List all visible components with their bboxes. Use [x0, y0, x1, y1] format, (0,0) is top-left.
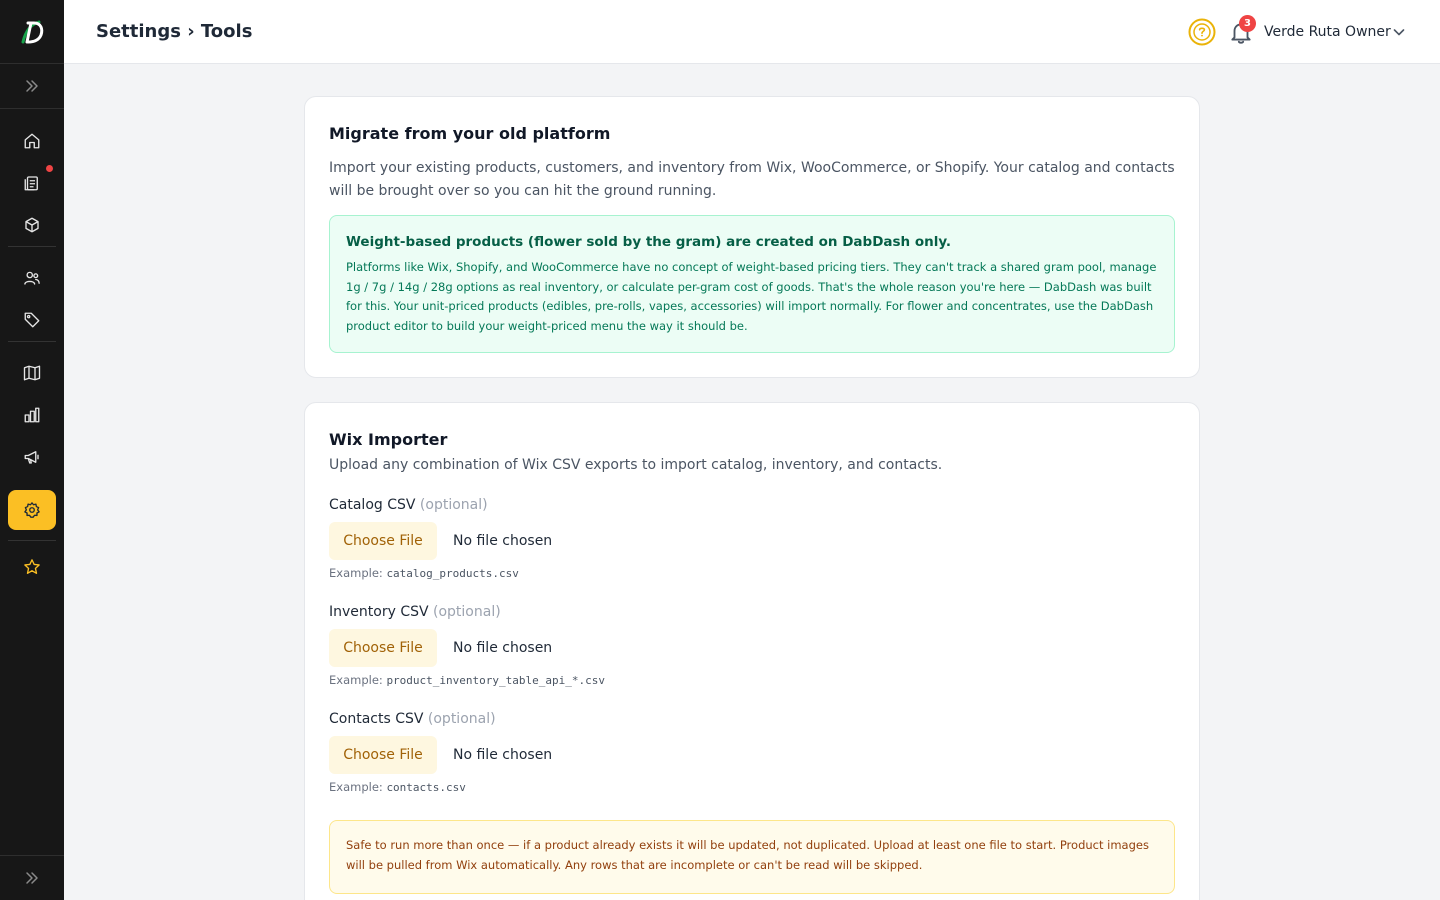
- wix-importer-card: [304, 402, 1200, 900]
- sidebar-item-products[interactable]: [8, 205, 56, 245]
- analytics-icon: [23, 406, 41, 424]
- sidebar-expand-button[interactable]: [0, 64, 64, 109]
- sidebar: [0, 0, 64, 900]
- migrate-card: [304, 96, 1200, 378]
- sidebar-item-settings[interactable]: [8, 490, 56, 530]
- tags-icon: [23, 311, 41, 329]
- home-icon: [23, 132, 41, 150]
- import-safety-notice: [329, 820, 1175, 894]
- inventory-csv-label: Inventory CSV (optional): [329, 604, 501, 620]
- sidebar-item-menu[interactable]: [8, 353, 56, 393]
- sidebar-collapse-button[interactable]: [0, 855, 64, 900]
- inventory-file-status: No file chosen: [453, 640, 553, 656]
- help-icon[interactable]: [1187, 17, 1217, 47]
- wix-importer-title: Wix Importer: [329, 430, 448, 449]
- catalog-choose-file-button[interactable]: Choose File: [329, 522, 437, 560]
- inventory-example: Example: product_inventory_table_api_*.csv: [329, 673, 605, 687]
- contacts-choose-file-button[interactable]: Choose File: [329, 736, 437, 774]
- catalog-example: Example: catalog_products.csv: [329, 566, 519, 580]
- orders-icon: [23, 174, 41, 192]
- top-header: [64, 0, 1440, 64]
- sidebar-divider: [8, 246, 56, 247]
- contacts-csv-label: Contacts CSV (optional): [329, 711, 496, 727]
- catalog-csv-label: Catalog CSV (optional): [329, 497, 488, 513]
- page-title: Settings › Tools: [96, 21, 253, 42]
- chevron-down-icon[interactable]: [1391, 24, 1407, 40]
- marketing-icon: [23, 448, 41, 466]
- weight-products-notice: [329, 215, 1175, 353]
- menu-book-icon: [23, 364, 41, 382]
- notification-count-badge: 3: [1239, 15, 1256, 32]
- sidebar-item-home[interactable]: [8, 121, 56, 161]
- inventory-choose-file-button[interactable]: Choose File: [329, 629, 437, 667]
- contacts-file-status: No file chosen: [453, 747, 553, 763]
- notice-title: Weight-based products (flower sold by the gram) are created on DabDash only.: [346, 234, 952, 250]
- sidebar-divider: [8, 540, 56, 541]
- sidebar-item-analytics[interactable]: [8, 395, 56, 435]
- orders-notification-dot: [46, 165, 53, 172]
- sidebar-item-tags[interactable]: [8, 300, 56, 340]
- settings-icon: [23, 501, 41, 519]
- chevrons-right-icon: [24, 870, 40, 886]
- wix-importer-description: Upload any combination of Wix CSV exports to import catalog, inventory, and contacts.: [329, 457, 943, 473]
- notice-body: Platforms like Wix, Shopify, and WooCommerce have no concept of weight-based pricing tiers. They can't track a shared gram pool, manage 1g / 7g / 14g / 28g options as real inventory, or calculate per-gram cost of goods. That's the whole reason you're here — DabDash was built for this. Your unit-priced products (edibles, pre-rolls, vapes, accessories) will import normally. For flower and concentrates, use the DabDash product editor to build your weight-priced menu the way it should be.: [346, 260, 1157, 333]
- products-icon: [23, 216, 41, 234]
- star-icon: [23, 558, 41, 576]
- app-logo[interactable]: [0, 0, 64, 64]
- sidebar-item-marketing[interactable]: [8, 437, 56, 477]
- catalog-file-status: No file chosen: [453, 533, 553, 549]
- sidebar-item-favorites[interactable]: [8, 547, 56, 587]
- logo-icon: [17, 17, 47, 47]
- migrate-description: Import your existing products, customers, and inventory from Wix, WooCommerce, or Shopify. Your catalog and contacts will be brought over so you can hit the ground running.: [329, 160, 1175, 199]
- customers-icon: [23, 269, 41, 287]
- sidebar-item-customers[interactable]: [8, 258, 56, 298]
- user-menu-name[interactable]: Verde Ruta Owner: [1264, 24, 1391, 40]
- sidebar-divider: [8, 341, 56, 342]
- import-safety-text: Safe to run more than once — if a product already exists it will be updated, not duplicated. Upload at least one file to start. Product images will be pulled from Wix automatically. Any rows that are incomplete or can't be read will be skipped.: [346, 838, 1149, 872]
- chevrons-right-icon: [24, 78, 40, 94]
- migrate-title: Migrate from your old platform: [329, 124, 611, 143]
- contacts-example: Example: contacts.csv: [329, 780, 466, 794]
